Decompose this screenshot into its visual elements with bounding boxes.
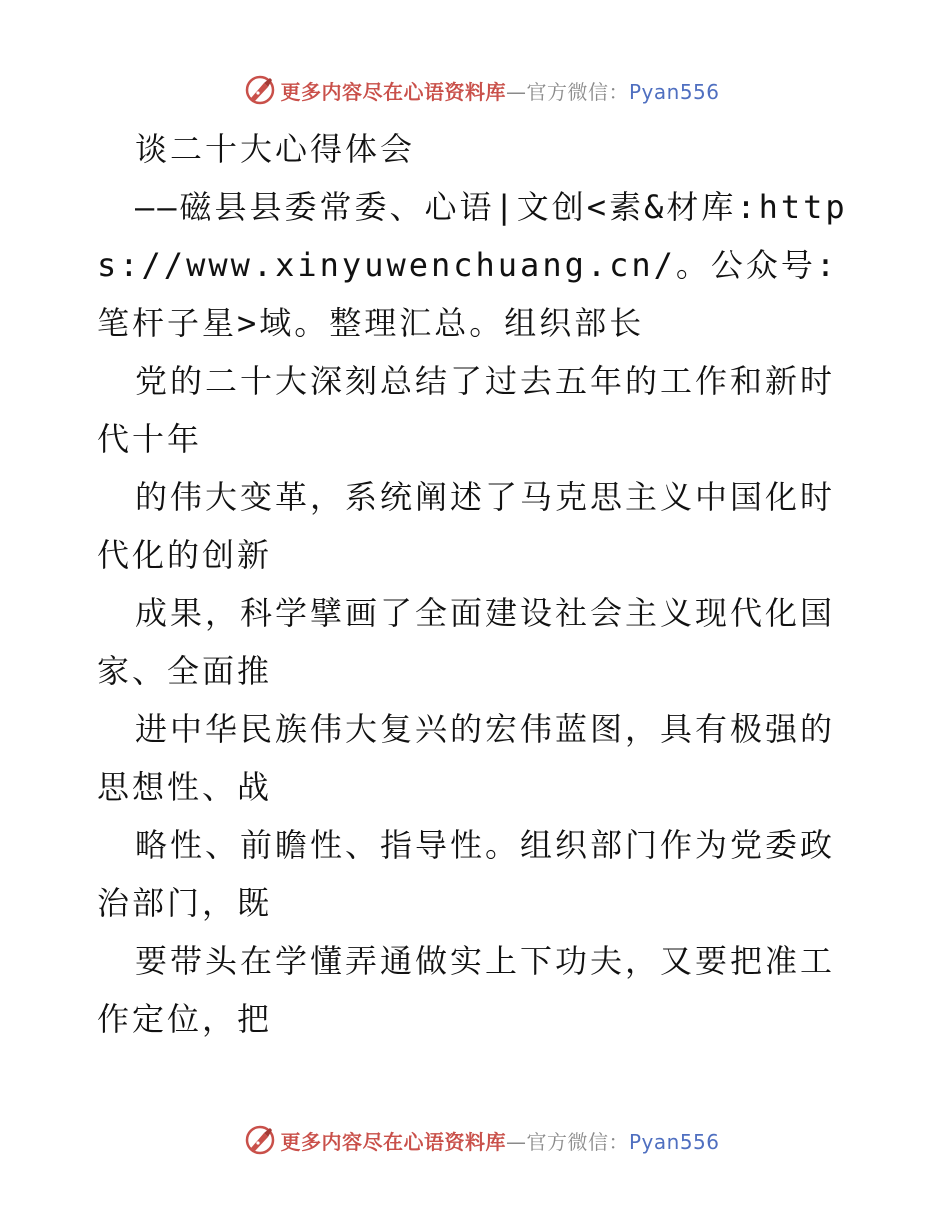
document-byline: ——磁县县委常委、心语|文创<素&材库:https://www.xinyuwenchuang.cn/。公众号:笔杆子星>域。整理汇总。组织部长 (97, 188, 848, 342)
banner-wechat-label: 官方微信： (526, 1129, 629, 1154)
header-banner-text (280, 76, 719, 105)
header-banner (0, 70, 950, 110)
banner-dash: — (505, 1129, 527, 1154)
body-paragraph: 要带头在学懂弄通做实上下功夫，又要把准工作定位，把 (97, 942, 836, 1038)
banner-main-text: 更多内容尽在心语资料库 (280, 1129, 506, 1154)
footer-banner (0, 1120, 950, 1160)
pen-nib-logo-icon (244, 1124, 276, 1156)
document-title: 谈二十大心得体会 (135, 130, 416, 168)
banner-wechat-id: Pyan556 (628, 79, 720, 104)
body-paragraph: 略性、前瞻性、指导性。组织部门作为党委政治部门，既 (97, 826, 836, 922)
body-paragraph: 进中华民族伟大复兴的宏伟蓝图，具有极强的思想性、战 (97, 710, 836, 806)
banner-wechat-id: Pyan556 (628, 1129, 720, 1154)
header-banner-content (244, 74, 719, 106)
body-paragraph: 党的二十大深刻总结了过去五年的工作和新时代十年 (97, 362, 836, 458)
footer-banner-text (280, 1126, 719, 1155)
footer-banner-content (244, 1124, 719, 1156)
body-paragraph: 成果，科学擘画了全面建设社会主义现代化国家、全面推 (97, 594, 836, 690)
document-body (97, 120, 857, 1048)
banner-wechat-label: 官方微信： (526, 79, 629, 104)
banner-dash: — (505, 79, 527, 104)
pen-nib-logo-icon (244, 74, 276, 106)
banner-main-text: 更多内容尽在心语资料库 (280, 79, 506, 104)
body-paragraph: 的伟大变革，系统阐述了马克思主义中国化时代化的创新 (97, 478, 836, 574)
